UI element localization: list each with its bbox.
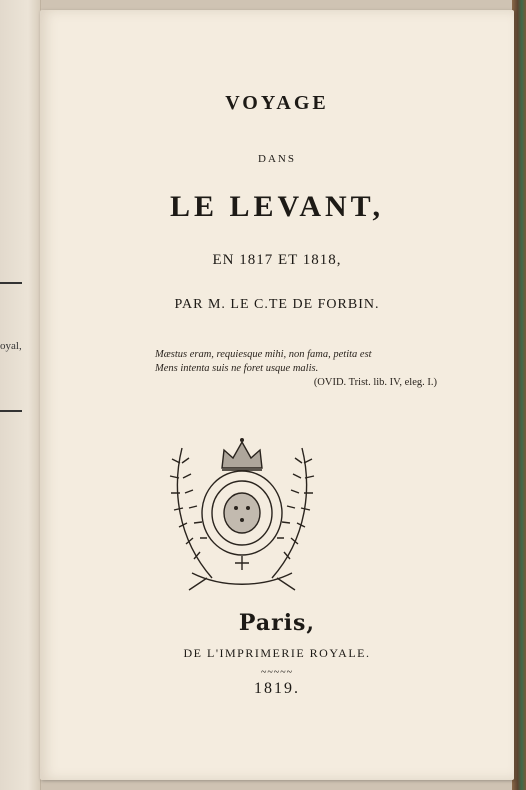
book-cover-edge bbox=[512, 0, 526, 790]
edge-rule-top bbox=[0, 282, 22, 284]
epigraph-line-2: Mens intenta suis ne foret usque malis. bbox=[155, 363, 319, 374]
title-page bbox=[40, 10, 514, 780]
adjacent-page-edge bbox=[0, 0, 41, 790]
publication-place: Paris, bbox=[238, 610, 316, 636]
publication-year: 1819. bbox=[254, 680, 300, 697]
author-line: PAR M. LE C.TE DE FORBIN. bbox=[174, 297, 380, 312]
publisher: DE L'IMPRIMERIE ROYALE. bbox=[183, 646, 371, 660]
ornamental-flourish: ~~~~~ bbox=[260, 667, 294, 678]
travel-dates: EN 1817 ET 1818, bbox=[212, 252, 342, 268]
title-voyage: VOYAGE bbox=[225, 92, 329, 114]
epigraph-line-1: Mæstus eram, requiesque mihi, non fama, petita est bbox=[155, 349, 372, 360]
royal-coat-of-arms-icon bbox=[152, 428, 332, 598]
edge-rule-bottom bbox=[0, 410, 22, 412]
epigraph-citation: (OVID. Trist. lib. IV, eleg. I.) bbox=[313, 377, 437, 388]
title-le-levant: LE LEVANT, bbox=[170, 190, 384, 223]
epigraph bbox=[155, 348, 475, 390]
adjacent-page-text: oyal, bbox=[0, 340, 22, 352]
title-dans: DANS bbox=[258, 153, 296, 165]
